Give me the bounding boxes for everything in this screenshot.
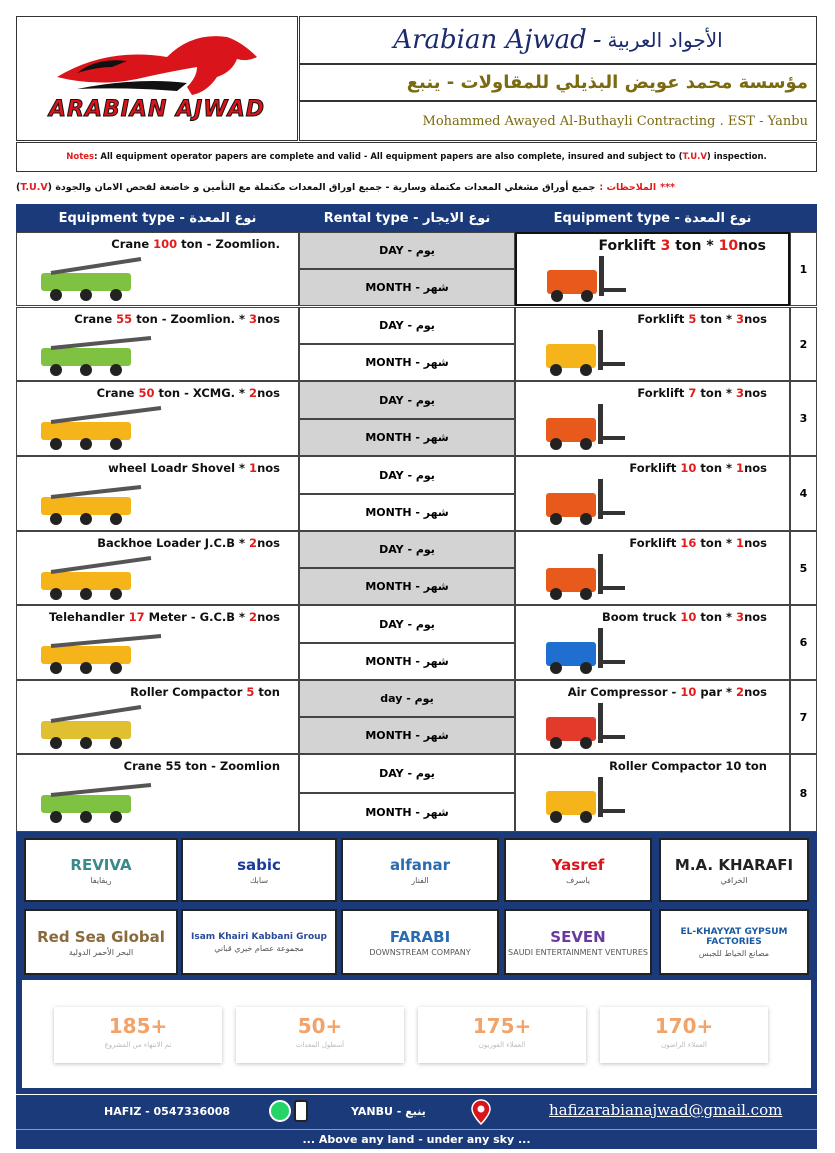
equipment-right-label: Forklift 16 ton * 1nos (629, 536, 767, 550)
machine-left-icon (31, 330, 181, 378)
table-row (16, 307, 299, 381)
table-row (16, 680, 299, 754)
stat-label: تم الانتهاء من المشروع (104, 1041, 172, 1049)
stat-value: 185+ (108, 1014, 168, 1038)
company-ar-row (299, 64, 817, 101)
equipment-right-label: Forklift 5 ton * 3nos (637, 312, 767, 326)
stat-value: 170+ (654, 1014, 714, 1038)
client-logo (504, 909, 652, 975)
machine-left-icon (31, 703, 181, 751)
equipment-left-label: Crane 50 ton - XCMG. * 2nos (96, 386, 280, 400)
equipment-left-label: Crane 55 ton - Zoomlion (123, 759, 280, 773)
client-name: FARABI (389, 927, 451, 946)
client-logo (659, 909, 809, 975)
stat-value: 175+ (472, 1014, 532, 1038)
table-row (16, 381, 299, 456)
machine-right-icon (526, 400, 636, 452)
client-subtitle: البحر الأحمر الدولية (68, 947, 134, 957)
footer-bar (16, 1095, 817, 1129)
rental-day-button[interactable]: day - يوم (299, 680, 515, 717)
machine-left-icon (31, 479, 181, 527)
table-row (515, 605, 790, 680)
table-row (16, 605, 299, 680)
client-subtitle: SAUDI ENTERTAINMENT VENTURES (508, 947, 648, 957)
machine-right-icon (526, 699, 636, 751)
equipment-right-label: Forklift 7 ton * 3nos (637, 386, 767, 400)
client-logo (181, 838, 337, 902)
rental-day-button[interactable]: DAY - يوم (299, 381, 515, 419)
row-number: 7 (790, 680, 817, 754)
title-ar: الأجواد العربية (607, 28, 723, 52)
notes-ar-label: الملاحظات : (599, 181, 657, 193)
table-row (515, 531, 790, 605)
table-row (515, 456, 790, 531)
client-subtitle: مصانع الخياط للجبس (698, 948, 770, 958)
rental-day-button[interactable]: DAY - يوم (299, 456, 515, 494)
rental-day-button[interactable]: DAY - يوم (299, 232, 515, 269)
notes-ar (16, 173, 817, 201)
machine-right-icon (526, 773, 636, 825)
equipment-right-label: Roller Compactor 10 ton (609, 759, 767, 773)
table-row (16, 754, 299, 832)
rental-day-button[interactable]: DAY - يوم (299, 605, 515, 643)
tagline: ... Above any land - under any sky ... (16, 1129, 817, 1149)
client-subtitle: مجموعة عصام خيري قباني (214, 943, 304, 953)
equipment-right-label: Forklift 3 ton * 10nos (598, 238, 766, 254)
stat-card (600, 1007, 768, 1063)
client-logo (341, 909, 499, 975)
client-subtitle: ريفايفا (90, 875, 112, 885)
rental-month-button[interactable]: MONTH - شهر (299, 419, 515, 456)
equipment-left-label: Telehandler 17 Meter - G.C.B * 2nos (48, 610, 280, 624)
row-number: 4 (790, 456, 817, 531)
machine-right-icon (527, 252, 637, 304)
notes-en (16, 142, 817, 172)
rental-month-button[interactable]: MONTH - شهر (299, 793, 515, 832)
notes-ar-prefix: *** (660, 181, 676, 193)
stat-label: أسطول المعدات (295, 1041, 345, 1049)
notes-ar-close: ) (16, 181, 21, 193)
rental-month-button[interactable]: MONTH - شهر (299, 269, 515, 306)
notes-ar-tuv: T.U.V (20, 181, 48, 193)
client-name: M.A. KHARAFI (674, 855, 794, 874)
whatsapp-phone-icon (269, 1099, 315, 1123)
notes-text-1: : All equipment operator papers are complete and valid - All equipment papers are also complete, insured and subject to ( (94, 152, 683, 162)
company-logo (16, 16, 298, 141)
title-row: Arabian Ajwad - الأجواد العربية (299, 16, 817, 64)
client-name: SEVEN (550, 927, 606, 946)
client-name: EL-KHAYYAT GYPSUM FACTORIES (680, 926, 788, 947)
company-en-row (299, 101, 817, 141)
equipment-left-label: Crane 55 ton - Zoomlion. * 3nos (74, 312, 280, 326)
client-name: REVIVA (70, 855, 132, 874)
notes-text-2: ) inspection. (706, 152, 767, 162)
client-name: sabic (237, 855, 281, 874)
row-number: 8 (790, 754, 817, 832)
equipment-right-label: Forklift 10 ton * 1nos (629, 461, 767, 475)
table-row (515, 232, 790, 306)
equipment-right-label: Air Compressor - 10 par * 2nos (567, 685, 767, 699)
stat-card (236, 1007, 404, 1063)
machine-right-icon (526, 326, 636, 378)
stat-label: العملاء الراضون (661, 1041, 707, 1049)
equipment-left-label: wheel Loadr Shovel * 1nos (108, 461, 280, 475)
client-name: Yasref (551, 855, 605, 874)
client-subtitle: الفنار (411, 875, 429, 885)
footer-location: YANBU - ينبع (351, 1105, 426, 1118)
client-name: Isam Khairi Kabbani Group (191, 931, 327, 942)
client-name: alfanar (389, 855, 451, 874)
machine-right-icon (526, 475, 636, 527)
rental-month-button[interactable]: MONTH - شهر (299, 717, 515, 754)
machine-right-icon (526, 550, 636, 602)
stat-card (418, 1007, 586, 1063)
table-row (16, 456, 299, 531)
client-logo (504, 838, 652, 902)
machine-left-icon (31, 404, 181, 452)
location-pin-icon (471, 1099, 491, 1125)
client-name: Red Sea Global (37, 927, 165, 946)
table-row (16, 232, 299, 306)
equipment-left-label: Roller Compactor 5 ton (130, 685, 280, 699)
machine-right-icon (526, 624, 636, 676)
row-number: 1 (790, 232, 817, 306)
header-rental: Rental type - نوع الايجار (323, 210, 491, 226)
header-equipment-left: Equipment type - نوع المعدة (58, 210, 257, 226)
client-logo (341, 838, 499, 902)
machine-left-icon (31, 628, 181, 676)
client-logo (181, 909, 337, 975)
client-logo (24, 838, 178, 902)
rental-day-button[interactable]: DAY - يوم (299, 754, 515, 793)
client-logo (24, 909, 178, 975)
title-en: Arabian Ajwad (393, 25, 587, 55)
machine-left-icon (31, 554, 181, 602)
table-row (515, 307, 790, 381)
rental-day-button[interactable]: DAY - يوم (299, 307, 515, 344)
machine-left-icon (31, 255, 181, 303)
notes-ar-text: جميع أوراق مشغلي المعدات مكتملة وسارية - جميع اوراق المعدات مكتملة مع التأمين و خاضعة لفحص الامان والجودة ( (47, 181, 596, 193)
row-number: 2 (790, 307, 817, 381)
company-name-ar: مؤسسة محمد عويض البذيلي للمقاولات - ينبع (406, 72, 808, 93)
rental-month-button[interactable]: MONTH - شهر (299, 494, 515, 531)
table-row (515, 381, 790, 456)
stat-value: 50+ (297, 1014, 343, 1038)
row-number: 6 (790, 605, 817, 680)
logo-text: ARABIAN AJWAD (48, 97, 266, 122)
client-subtitle: ياسرف (565, 875, 591, 885)
row-number: 5 (790, 531, 817, 605)
footer-email-link[interactable]: hafizarabianajwad@gmail.com (549, 1101, 783, 1119)
header-equipment-right: Equipment type - نوع المعدة (553, 210, 752, 226)
table-row (16, 531, 299, 605)
equipment-right-label: Boom truck 10 ton * 3nos (602, 610, 767, 624)
rental-month-button[interactable]: MONTH - شهر (299, 643, 515, 680)
client-subtitle: DOWNSTREAM COMPANY (369, 947, 471, 957)
company-name-en: Mohammed Awayed Al-Buthayli Contracting . EST - Yanbu (422, 113, 808, 129)
rental-day-button[interactable]: DAY - يوم (299, 531, 515, 568)
row-number: 3 (790, 381, 817, 456)
equipment-left-label: Crane 100 ton - Zoomlion. (111, 237, 280, 251)
rental-month-button[interactable]: MONTH - شهر (299, 344, 515, 381)
client-subtitle: الخرافي (720, 875, 748, 885)
footer-phone: HAFIZ - 0547336008 (104, 1105, 231, 1118)
stat-label: العملاء الفوريون (478, 1041, 526, 1049)
stat-card (54, 1007, 222, 1063)
table-row (515, 680, 790, 754)
equipment-left-label: Backhoe Loader J.C.B * 2nos (97, 536, 280, 550)
table-row (515, 754, 790, 832)
notes-label: Notes (66, 152, 95, 162)
machine-left-icon (31, 777, 181, 825)
client-logo (659, 838, 809, 902)
notes-tuv: T.U.V (682, 152, 707, 162)
client-subtitle: سابك (249, 875, 269, 885)
rental-month-button[interactable]: MONTH - شهر (299, 568, 515, 605)
